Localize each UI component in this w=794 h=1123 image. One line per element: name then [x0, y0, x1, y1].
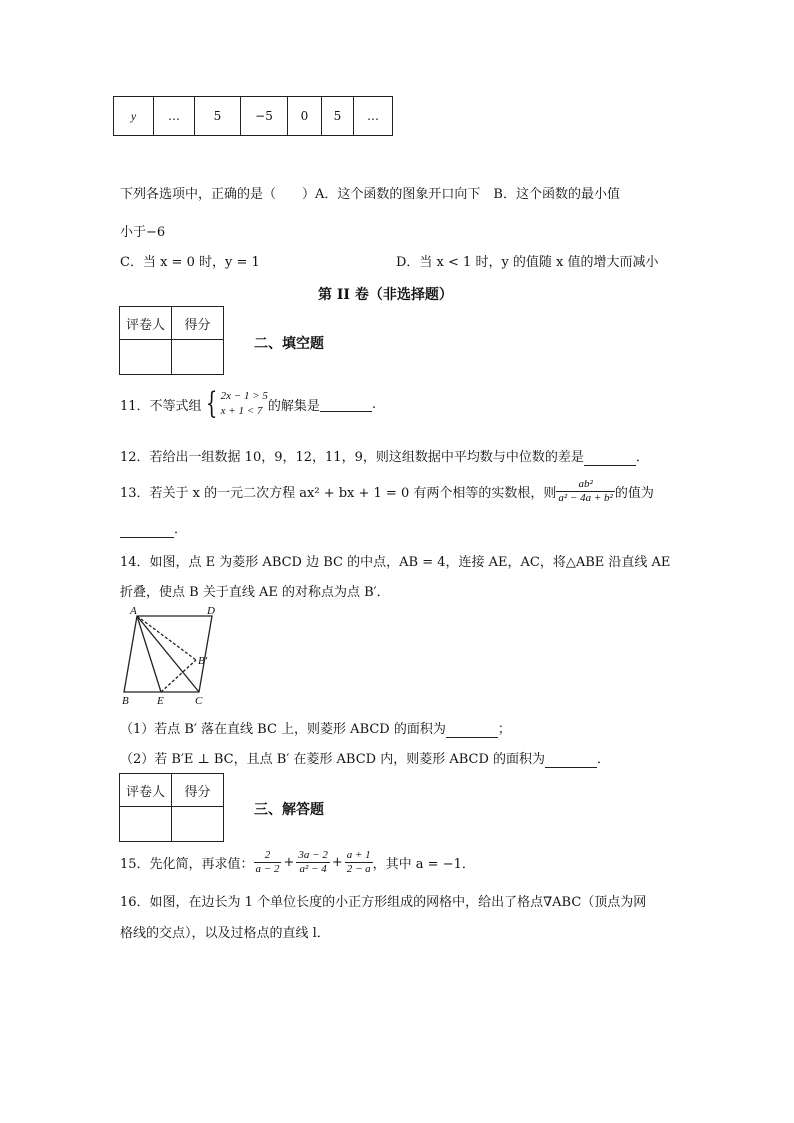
- grader-label: 评卷人: [120, 774, 172, 807]
- q14-sub2: （2）若 B′E ⊥ BC，且点 B′ 在菱形 ABCD 内，则菱形 ABCD 的面积为 ．: [120, 752, 611, 767]
- segment-ac: [137, 616, 199, 692]
- q16-line1: 16．如图，在边长为 1 个单位长度的小正方形组成的网格中，给出了格点∇ABC（顶点为网: [120, 895, 647, 910]
- inequality-1: 2x − 1 > 5: [220, 390, 268, 402]
- q14-sub2-text: （2）若 B′E ⊥ BC，且点 B′ 在菱形 ABCD 内，则菱形 ABCD 的面积为: [120, 752, 546, 767]
- score-label: 得分: [172, 774, 224, 807]
- fraction-numerator: ab²: [556, 478, 614, 492]
- score-box: [119, 306, 224, 375]
- section-heading: 二、填空题: [254, 336, 324, 352]
- segment-abp: [137, 616, 196, 660]
- section-heading: 三、解答题: [254, 802, 324, 818]
- fraction-denominator: a − 2: [255, 862, 280, 875]
- q15: 15．先化简，再求值： $\frac{2}{a - 2}$ + $\frac{3a - 2}{\text{a² − 4}}$ + $\frac{a + 1}{2 - a}$ ，其中 a = −1．: [120, 848, 475, 875]
- score-label: 得分: [172, 307, 224, 340]
- grader-cell: [120, 807, 172, 842]
- answer-blank: [446, 722, 498, 738]
- score-box: [119, 773, 224, 842]
- q14-line2: 折叠，使点 B 关于直线 AE 的对称点为点 B′．: [120, 585, 390, 600]
- label-b: B: [122, 695, 129, 706]
- label-e: E: [157, 695, 164, 706]
- value-table: [113, 96, 393, 136]
- q11-pre: 11．不等式组: [120, 398, 202, 414]
- label-bprime: B′: [198, 655, 208, 667]
- table-cell: 0: [288, 97, 322, 136]
- q12-text: 12．若给出一组数据 10，9，12，11，9，则这组数据中平均数与中位数的差是: [120, 450, 584, 465]
- fraction-numerator: a + 1: [346, 848, 371, 861]
- answer-blank: [120, 522, 174, 538]
- answer-blank: [584, 450, 636, 466]
- fraction-1: [254, 849, 282, 876]
- answer-blank: [545, 752, 597, 768]
- q14-sub1-text: （1）若点 B′ 落在直线 BC 上，则菱形 ABCD 的面积为: [120, 722, 446, 737]
- q10-stem-cont: 小于−6: [120, 225, 166, 240]
- fraction-numerator: 3a − 2: [298, 848, 328, 861]
- inequality-2: x + 1 < 7: [220, 405, 263, 417]
- fraction-3: [345, 849, 373, 876]
- part-title: 第 II 卷（非选择题）: [318, 287, 453, 303]
- label-a: A: [130, 605, 137, 617]
- q13-fraction: [556, 478, 614, 505]
- q13-answer-line: ．: [120, 518, 187, 538]
- fraction-2: [296, 849, 329, 876]
- grader-label: 评卷人: [120, 307, 172, 340]
- q14-line1: 14．如图，点 E 为菱形 ABCD 边 BC 的中点，AB = 4，连接 AE，AC，将△ABE 沿直线 AE: [120, 555, 671, 570]
- grader-cell: [120, 340, 172, 375]
- fraction-denominator: a² − 4a + b²: [558, 491, 613, 504]
- table-cell: 5: [322, 97, 354, 136]
- q10-option-c: C．当 x = 0 时，y = 1: [120, 255, 260, 270]
- q11: 11．不等式组 { 2x − 1 > 5 x + 1 < 7 的解集是 .: [120, 386, 377, 421]
- q12: 12．若给出一组数据 10，9，12，11，9，则这组数据中平均数与中位数的差是 ．: [120, 450, 649, 465]
- table-row: [114, 97, 393, 136]
- table-cell: 5: [195, 97, 241, 136]
- q16-line2: 格线的交点），以及过格点的直线 l．: [120, 926, 330, 941]
- q15-post: ，其中 a = −1．: [372, 856, 475, 872]
- q13: [120, 474, 654, 508]
- table-cell: …: [354, 97, 393, 136]
- table-cell: y: [114, 97, 154, 136]
- rhombus-figure: [114, 604, 226, 706]
- fraction-denominator: a² − 4: [299, 862, 327, 875]
- q13-pre: 13．若关于 x 的一元二次方程 ax² + bx + 1 = 0 有两个相等的实数根，则: [120, 485, 557, 501]
- fraction-denominator: 2 − a: [346, 862, 371, 875]
- fraction-numerator: 2: [254, 849, 282, 863]
- table-cell: …: [154, 97, 195, 136]
- q10-option-d: D．当 x < 1 时，y 的值随 x 值的增大而减小: [396, 255, 659, 270]
- answer-blank: [320, 396, 372, 412]
- q14-sub1: （1）若点 B′ 落在直线 BC 上，则菱形 ABCD 的面积为 ；: [120, 722, 511, 737]
- segment-ae: [137, 616, 161, 692]
- score-cell: [172, 807, 224, 842]
- brace-icon: {: [205, 386, 217, 421]
- q10-stem: 下列各选项中，正确的是（ ）A．这个函数的图象开口向下 B．这个函数的最小值: [120, 187, 620, 202]
- label-c: C: [195, 695, 203, 706]
- q11-post: 的解集是: [267, 398, 320, 414]
- inequality-system: [221, 389, 268, 419]
- q15-pre: 15．先化简，再求值：: [120, 856, 254, 872]
- q13-post: 的值为: [614, 485, 654, 501]
- segment-ebp: [161, 660, 196, 692]
- label-d: D: [207, 605, 215, 617]
- table-cell: −5: [241, 97, 288, 136]
- score-cell: [172, 340, 224, 375]
